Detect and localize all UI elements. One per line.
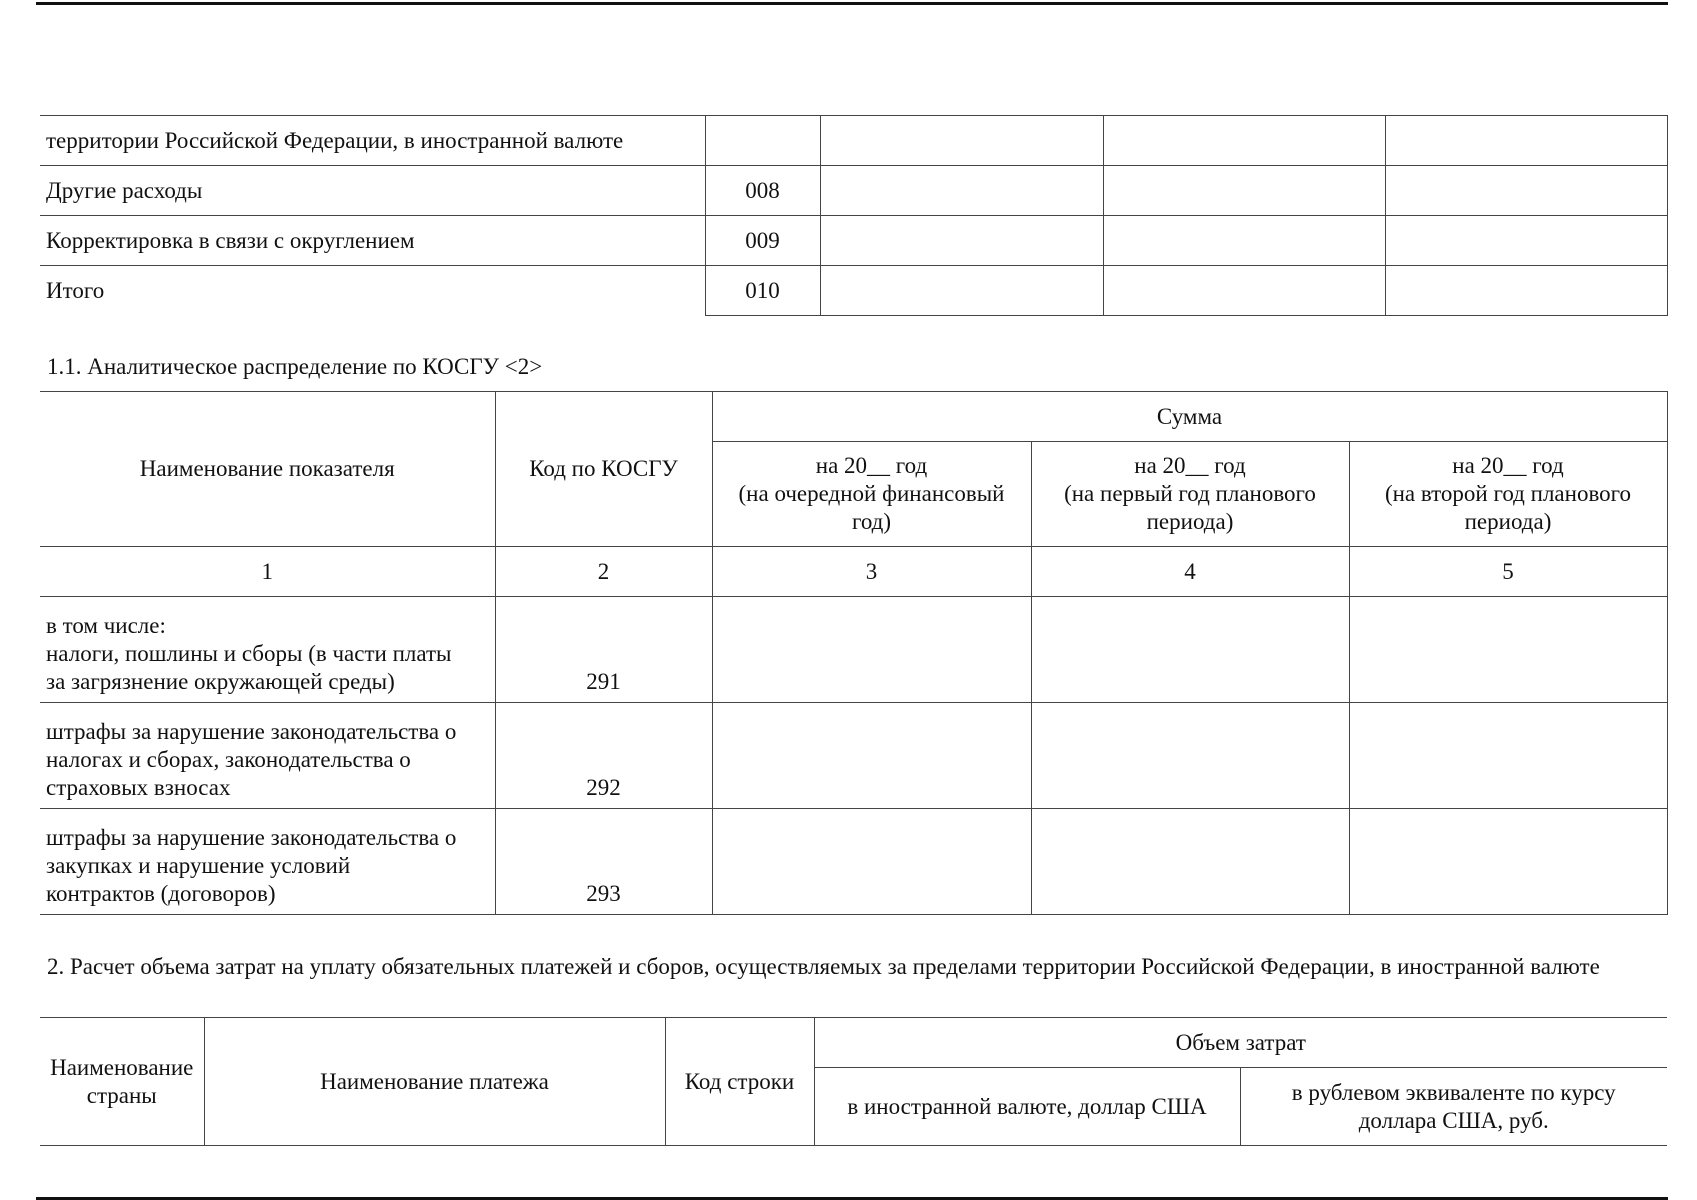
value-cell[interactable] [820, 216, 1103, 266]
header-line: на 20__ год [815, 453, 928, 478]
value-cell[interactable] [1103, 266, 1385, 316]
header-payment: Наименование платежа [204, 1018, 665, 1146]
header-line: страны [86, 1082, 157, 1108]
row-name-line: штрафы за нарушение законодательства о [46, 719, 457, 744]
value-cell[interactable] [820, 116, 1103, 166]
kosgu-table [40, 391, 1668, 915]
value-cell[interactable] [712, 597, 1031, 703]
column-number-row [40, 547, 1667, 597]
row-name-line: штрафы за нарушение законодательства о [46, 825, 457, 850]
row-code [705, 116, 820, 166]
value-cell[interactable] [1103, 216, 1385, 266]
value-cell[interactable] [1385, 266, 1667, 316]
header-country [40, 1018, 204, 1146]
header-row [40, 392, 1667, 442]
table-row [40, 266, 1667, 316]
section-2-title: 2. Расчет объема затрат на уплату обязательных платежей и сборов, осуществляемых за пределами территории Российской Федерации, в иностранной валюте [47, 954, 1600, 979]
header-line: (на второй год планового [1384, 481, 1632, 506]
header-line: периода) [1464, 509, 1552, 534]
table-row [40, 809, 1667, 915]
header-line: Наименование [50, 1054, 194, 1080]
value-cell[interactable] [820, 166, 1103, 216]
header-line: в рублевом эквиваленте по курсу [1291, 1079, 1616, 1105]
section-1-1-title: 1.1. Аналитическое распределение по КОСГУ <2> [47, 354, 543, 379]
value-cell[interactable] [1349, 597, 1667, 703]
row-name [40, 809, 495, 915]
row-name-line: налоги, пошлины и сборы (в части платы [46, 641, 452, 666]
header-year-1 [712, 442, 1031, 547]
header-line: периода) [1146, 509, 1234, 534]
value-cell[interactable] [1349, 703, 1667, 809]
column-number: 2 [495, 547, 712, 597]
top-rule [36, 2, 1668, 13]
header-sum: Сумма [712, 392, 1667, 442]
header-line: (на первый год планового [1064, 481, 1316, 506]
value-cell[interactable] [712, 703, 1031, 809]
row-code: 293 [495, 809, 712, 915]
table-row [40, 216, 1667, 266]
value-cell[interactable] [1031, 597, 1349, 703]
row-name-line: страховых взносах [46, 775, 231, 800]
row-name: территории Российской Федерации, в иностранной валюте [40, 116, 705, 166]
header-foreign: в иностранной валюте, доллар США [814, 1068, 1240, 1146]
value-cell[interactable] [1103, 116, 1385, 166]
row-code: 292 [495, 703, 712, 809]
value-cell[interactable] [1385, 166, 1667, 216]
header-name: Наименование показателя [40, 392, 495, 547]
value-cell[interactable] [712, 809, 1031, 915]
value-cell[interactable] [1103, 166, 1385, 216]
row-name [40, 597, 495, 703]
row-code: 009 [705, 216, 820, 266]
row-name [40, 703, 495, 809]
column-number: 1 [40, 547, 495, 597]
value-cell[interactable] [1385, 116, 1667, 166]
column-number: 5 [1349, 547, 1667, 597]
row-name-line: закупках и нарушение условий [46, 853, 351, 878]
header-year-3 [1349, 442, 1667, 547]
row-name-line: контрактов (договоров) [46, 881, 276, 906]
header-code: Код по КОСГУ [495, 392, 712, 547]
header-line: (на очередной финансовый [738, 481, 1005, 506]
header-line: доллара США, руб. [1358, 1107, 1549, 1133]
row-code: 291 [495, 597, 712, 703]
row-name-line: налогах и сборах, законодательства о [46, 747, 411, 772]
header-year-2 [1031, 442, 1349, 547]
header-line: год) [851, 509, 892, 534]
value-cell[interactable] [1349, 809, 1667, 915]
header-volume: Объем затрат [814, 1018, 1667, 1068]
value-cell[interactable] [1385, 216, 1667, 266]
expenses-table [40, 115, 1668, 316]
value-cell[interactable] [1031, 809, 1349, 915]
header-code: Код строки [665, 1018, 814, 1146]
row-name: Итого [46, 277, 105, 303]
row-name: Корректировка в связи с округлением [40, 216, 705, 266]
column-number: 4 [1031, 547, 1349, 597]
header-rub [1240, 1068, 1667, 1146]
column-number: 3 [712, 547, 1031, 597]
row-name-line: в том числе: [46, 613, 166, 638]
header-row [40, 1018, 1667, 1068]
row-name-line: за загрязнение окружающей среды) [46, 669, 395, 694]
table-row [40, 597, 1667, 703]
table-row [40, 116, 1667, 166]
value-cell[interactable] [1031, 703, 1349, 809]
foreign-payments-table [40, 1017, 1667, 1146]
header-line: на 20__ год [1452, 453, 1564, 478]
table-row [40, 703, 1667, 809]
row-code: 008 [705, 166, 820, 216]
row-code: 010 [705, 266, 820, 316]
header-line: на 20__ год [1134, 453, 1246, 478]
value-cell[interactable] [820, 266, 1103, 316]
table-row [40, 166, 1667, 216]
row-name: Другие расходы [40, 166, 705, 216]
